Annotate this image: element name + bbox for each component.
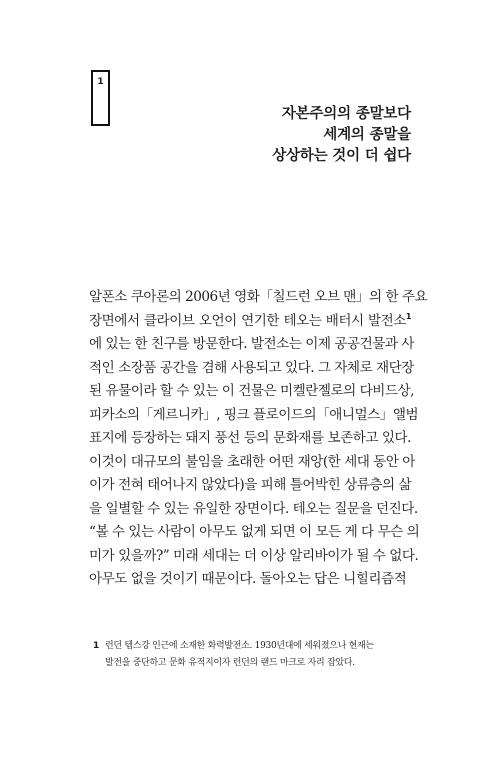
body-line: 이가 전혀 태어나지 않았다)을 피해 틀어박힌 상류층의 삶 [89, 477, 412, 493]
body-line: 을 일별할 수 있는 유일한 장면이다. 테오는 질문을 던진다. [89, 500, 418, 517]
body-line: 피카소의「게르니카」, 핑크 플로이드의「애니멀스」앨범 [89, 406, 419, 423]
footnote-line: 발전을 중단하고 문화 유적지이자 런던의 랜드 마크로 자리 잡았다. [105, 658, 355, 668]
body-line: “볼 수 있는 사람이 아무도 없게 되면 이 모든 게 다 무슨 의 [89, 524, 420, 540]
chapter-title-line-3: 상상하는 것이 더 쉽다 [272, 148, 411, 164]
body-line: 표지에 등장하는 돼지 풍선 등의 문화재를 보존하고 있다. [89, 430, 411, 446]
body-line-text: 장면에서 클라이브 오언이 연기한 테오는 배터시 발전소 [89, 312, 406, 329]
body-line: 이것이 대규모의 불임을 초래한 어떤 재앙(한 세대 동안 아 [89, 453, 415, 470]
body-line: 에 있는 한 친구를 방문한다. 발전소는 이제 공공건물과 사 [89, 336, 414, 352]
chapter-number: 1 [97, 77, 104, 87]
chapter-title-line-2: 세계의 종말을 [323, 127, 411, 143]
footnote [93, 638, 411, 672]
chapter-number-box [91, 70, 110, 126]
body-paragraph [89, 286, 428, 592]
footnote-number: 1 [93, 641, 99, 651]
body-line: 미가 있을까?” 미래 세대는 더 이상 알리바이가 될 수 없다. [89, 547, 419, 564]
body-line [89, 310, 411, 334]
footnote-text [105, 638, 411, 672]
body-line: 아무도 없을 것이기 때문이다. 돌아오는 답은 니힐리즘적 [89, 571, 407, 587]
body-line: 된 유물이라 할 수 있는 이 건물은 미켈란젤로의 다비드상, [89, 383, 414, 399]
footnote-line: 런던 템스강 인근에 소재한 화력발전소. 1930년대에 세워졌으나 현재는 [105, 641, 374, 651]
body-line: 알폰소 쿠아론의 2006년 영화「칠드런 오브 맨」의 한 주요 [89, 289, 428, 305]
chapter-title [272, 104, 411, 167]
footnote-reference[interactable]: 1 [405, 311, 411, 321]
chapter-title-line-1: 자본주의의 종말보다 [281, 106, 411, 122]
body-line: 적인 소장품 공간을 겸해 사용되고 있다. 그 자체로 재단장 [89, 359, 414, 376]
